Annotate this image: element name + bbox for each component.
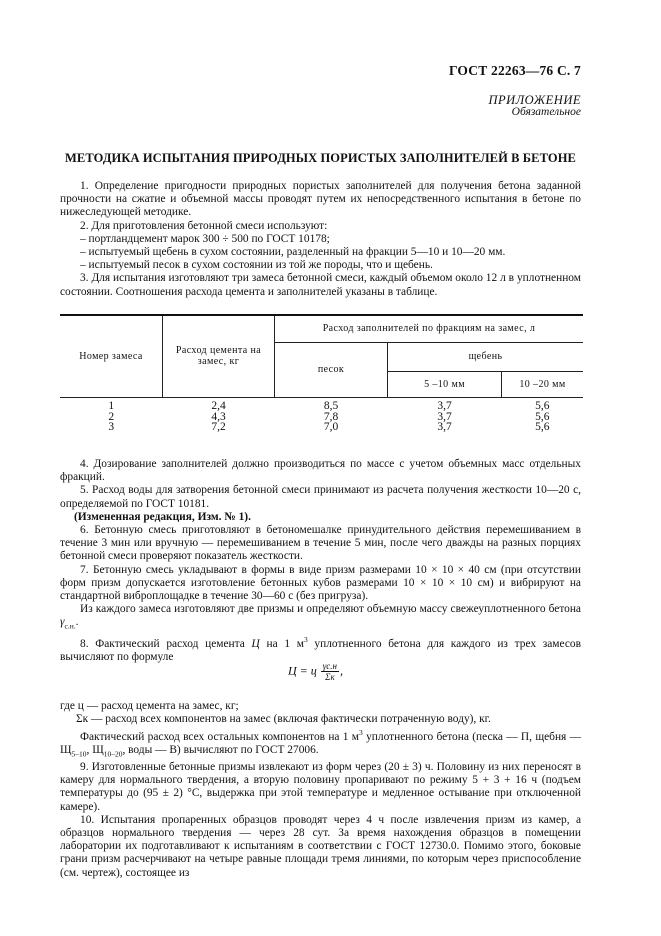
batch-table: [60, 314, 583, 433]
table-row: 3 7,2 7,0 3,7 5,6: [108, 421, 550, 433]
definition-c: где ц — расход цемента на замес, кг;: [60, 700, 239, 712]
col-batch-no: Номер замеса: [60, 315, 163, 397]
list-item-sand: – испытуемый песок в сухом состоянии из той же породы, что и щебень.: [80, 259, 433, 272]
paragraph-3: 3. Для испытания изготовляют три замеса бетонной смеси, каждый объемом около 12 л в уплотненном состоянии. Соотношения расхода цемента и заполнителей указаны в таблице.: [60, 272, 581, 298]
paragraph-7: 7. Бетонную смесь укладывают в формы в виде призм размерами 10 × 10 × 40 см (при отсутствии форм призм допускается изготовление бетонных кубов размерами 10 × 10 × 10 см) и вибрируют на стандартной виброплощадке в течение 30—60 с (без пригруза).: [60, 563, 581, 603]
table-row: 1 2,4 8,5 3,7 5,6: [108, 400, 550, 412]
paragraph-9: 9. Изготовленные бетонные призмы извлекают из форм через (20 ± 3) ч. Половину из них переносят в камеру для нормального твердения, а вторую половину пропаривают по режиму 5 + 3 + 16 ч (подъем температуры до (95 ± 2) °С, выдержка при этой температуре и медленное остывание при отключенной камере).: [60, 760, 581, 813]
paragraph-5: 5. Расход воды для затворения бетонной смеси принимают из расчета получения жесткости 10—20 с, определяемой по ГОСТ 10181.: [60, 484, 581, 510]
paragraph-8: 8. Фактический расход цемента Ц на 1 $м^3$ уплотненного бетона для каждого из трех замесов вычисляют по формуле: [60, 634, 581, 663]
col-cement: Расход цемента на замес, кг: [163, 315, 275, 397]
col-sand: песок: [275, 342, 388, 397]
paragraph-7b: Из каждого замеса изготовляют две призмы и определяют объемную массу свежеуплотненного бетона $\gamma_{с.н.}$.: [60, 603, 581, 631]
paragraph-other-components: Фактический расход всех остальных компонентов на 1 $м^3$ уплотненного бетона (песка — П, щебня — $Щ_{5-10}$, $Щ_{10-20}$, воды — В) вычисляют по ГОСТ 27006.: [60, 728, 581, 759]
paragraph-1: 1. Определение пригодности природных пористых заполнителей для получения бетона заданной прочности на сжатие и объемной массы проводят путем их непосредственного испытания в бетоне по нижеследующей методике.: [60, 180, 581, 219]
paragraph-2: 2. Для приготовления бетонной смеси используют:: [80, 219, 328, 232]
definition-sum: Σк — расход всех компонентов на замес (включая фактически потраченную воду), кг.: [76, 713, 491, 726]
paragraph-6: 6. Бетонную смесь приготовляют в бетономешалке принудительного действия перемешиванием в течение 3 мин или вручную — перемешиванием в течение 5 мин, после чего дважды на разных порциях бетонной смеси проверяют показатель жесткости.: [60, 524, 581, 563]
page-title: МЕТОДИКА ИСПЫТАНИЯ ПРИРОДНЫХ ПОРИСТЫХ ЗАПОЛНИТЕЛЕЙ В БЕТОНЕ: [65, 151, 576, 165]
paragraph-10: 10. Испытания пропаренных образцов проводят через 4 ч после извлечения призм из камер, а образцов нормального твердения — через 28 сут. За время нахождения образцов в помещении лаборатории их подготавливают к испытаниям в соответствии с ГОСТ 12730.0. Помимо этого, боковые грани призм расчерчивают на четыре равные площади тремя линиями, по которым через приспособление (см. чертеж), состоящее из: [60, 813, 581, 879]
definitions-block: [60, 700, 581, 880]
amendment-note: (Измененная редакция, Изм. № 1).: [74, 510, 251, 523]
list-item-cement: – портландцемент марок 300 ÷ 500 по ГОСТ 10178;: [80, 232, 330, 245]
paragraph-4: 4. Дозирование заполнителей должно производиться по массе с учетом объемных масс отдельных фракций.: [60, 458, 581, 484]
body-block: [60, 458, 581, 664]
col-aggregates: Расход заполнителей по фракциям на замес, л: [275, 315, 584, 342]
standard-header: ГОСТ 22263—76 С. 7: [448, 63, 581, 78]
appendix-title: ПРИЛОЖЕНИЕ: [488, 93, 581, 107]
col-frac-5-10: 5 –10 мм: [388, 371, 502, 397]
cement-formula: Ц = ц $\frac{\gamma с.н}{\Sigma к}$ ,: [288, 661, 344, 682]
list-item-gravel: – испытуемый щебень в сухом состоянии, разделенный на фракции 5—10 и 10—20 мм.: [80, 246, 506, 259]
col-gravel: щебень: [388, 342, 584, 371]
col-frac-10-20: 10 –20 мм: [502, 371, 584, 397]
appendix-status: Обязательное: [511, 106, 581, 118]
intro-block: [60, 180, 581, 299]
table-row: 2 4,3 7,8 3,7 5,6: [108, 410, 550, 423]
